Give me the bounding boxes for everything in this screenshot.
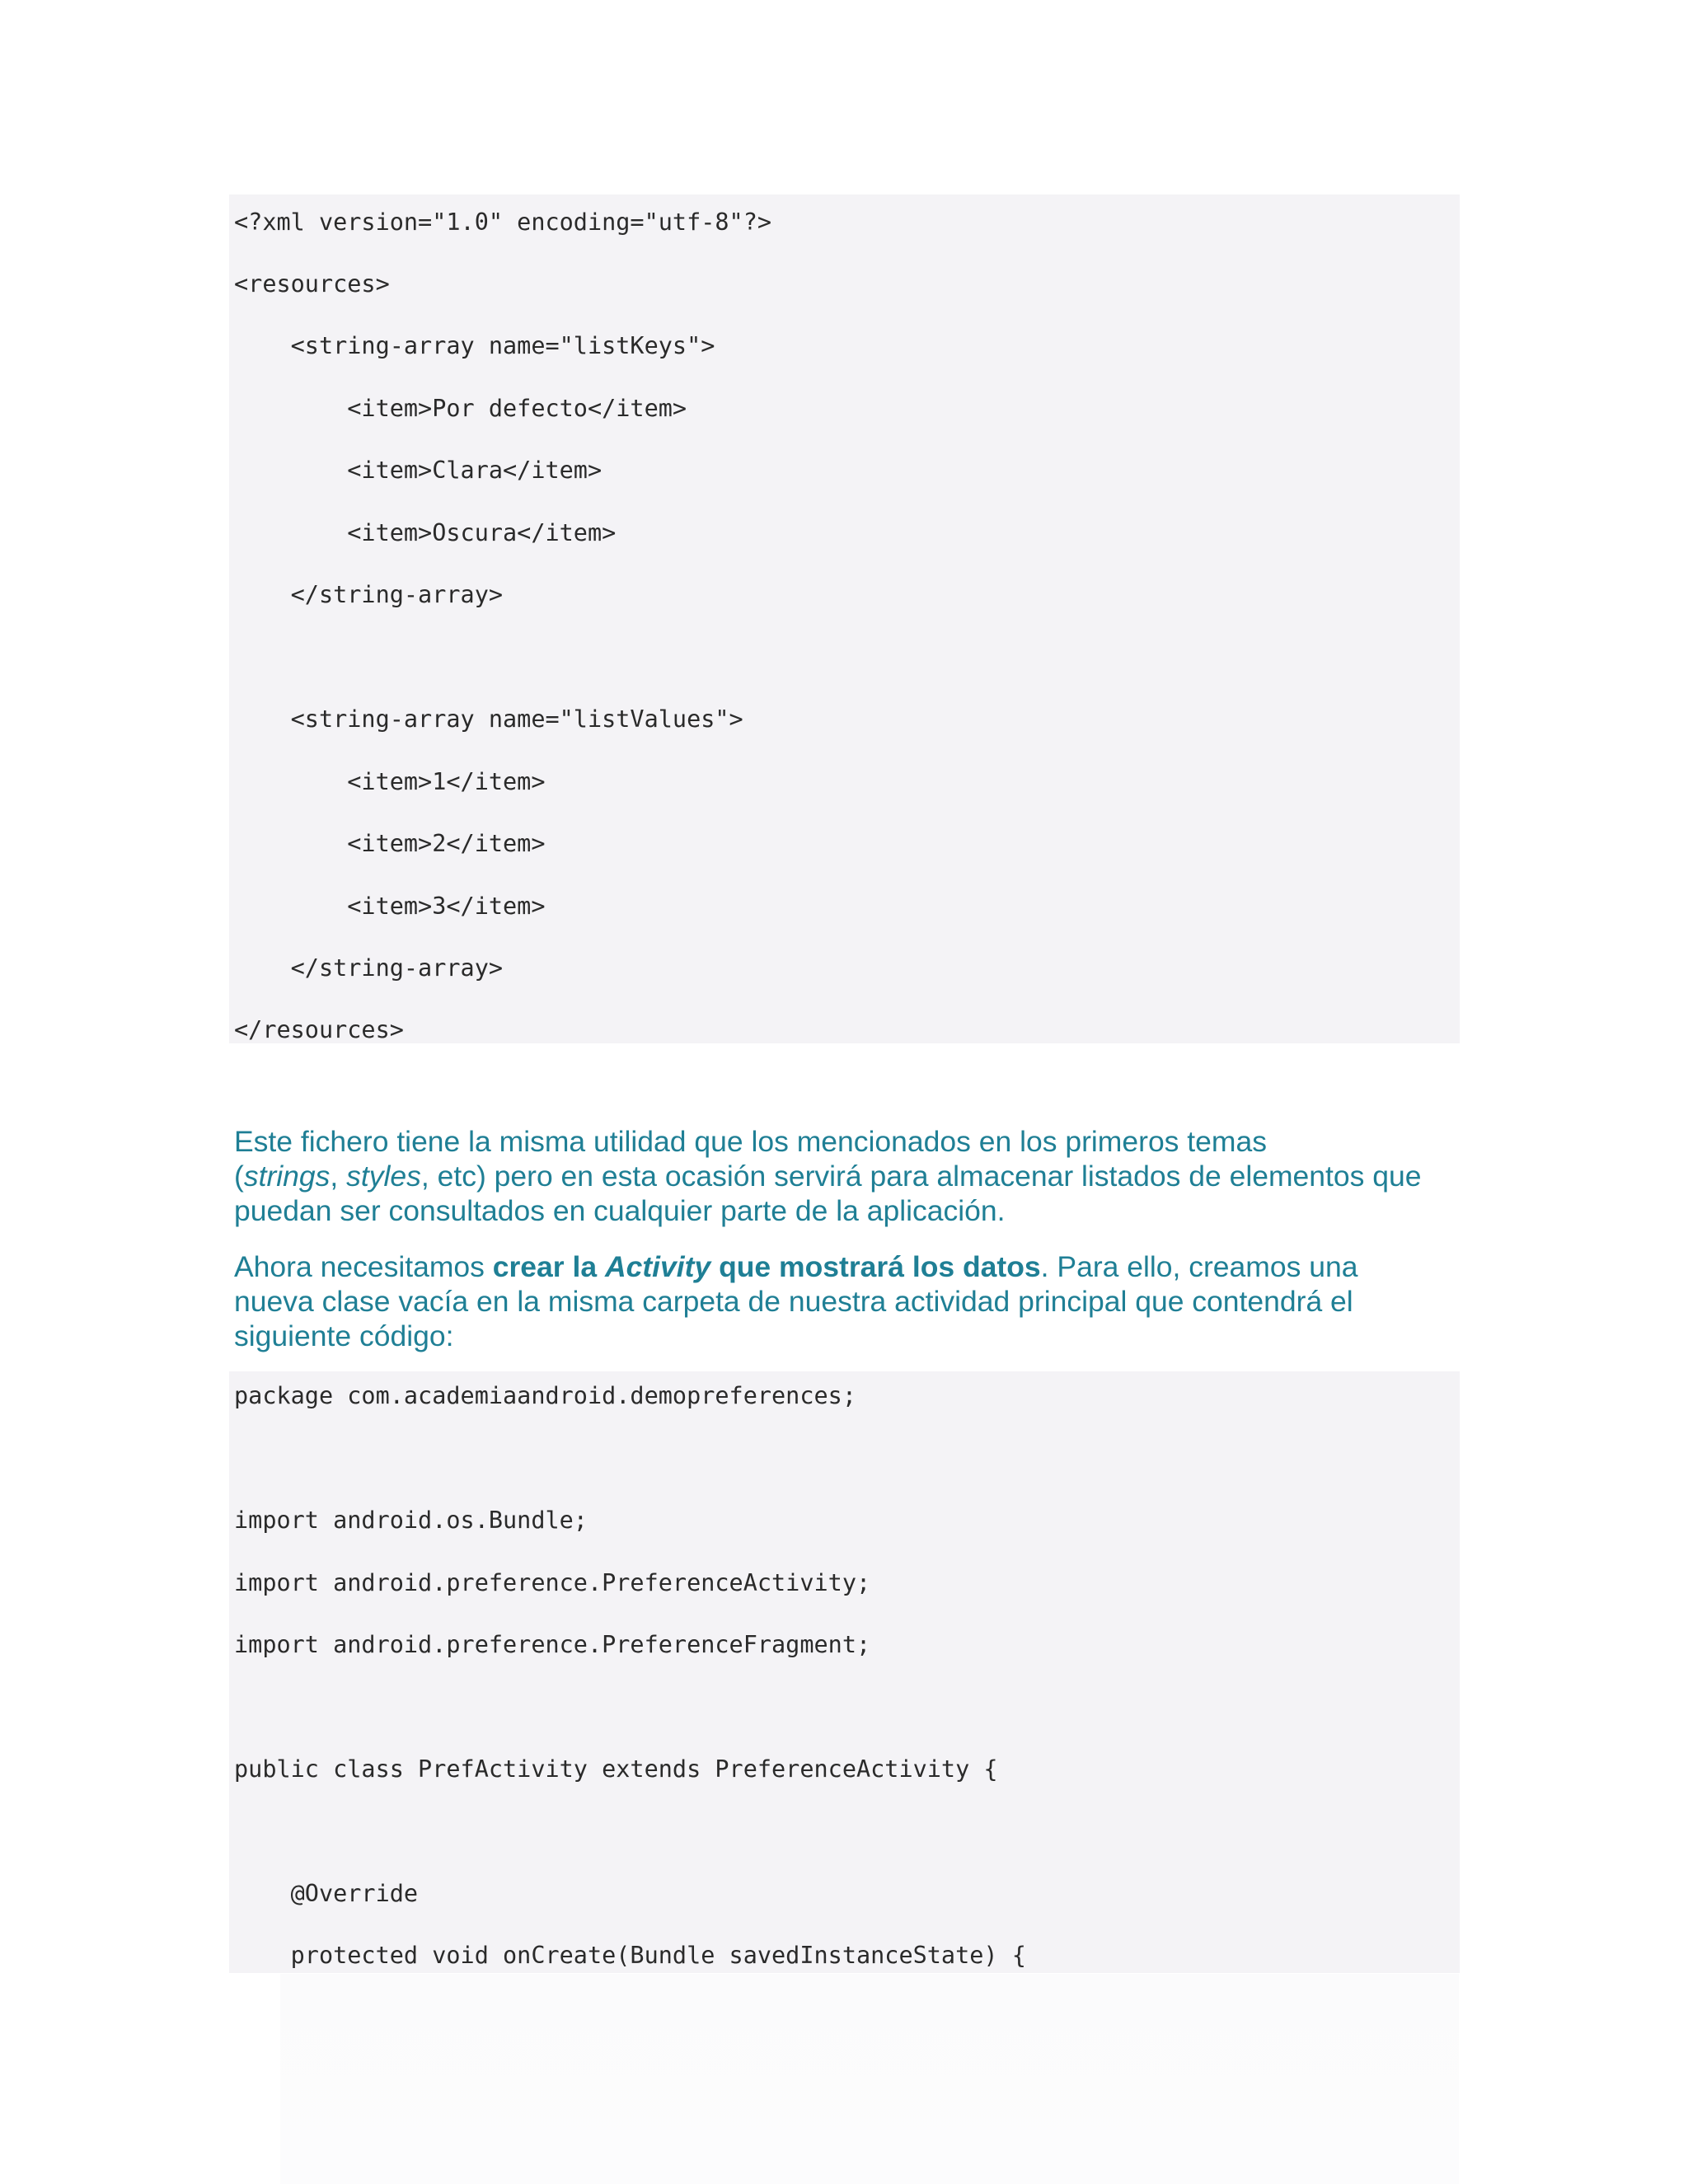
comma: , (330, 1160, 347, 1193)
page-bottom-shade (280, 1974, 1459, 2184)
styles-term: styles (346, 1160, 421, 1193)
code-line: <item>1</item> (234, 768, 546, 795)
code-line: <item>2</item> (234, 830, 546, 857)
instruction-paragraph (234, 1249, 1462, 1357)
xml-code-block (229, 194, 1460, 1043)
code-line: <item>Clara</item> (234, 457, 603, 484)
code-line: <string-array name="listValues"> (234, 705, 743, 733)
code-line: import android.os.Bundle; (234, 1507, 588, 1534)
code-line: <?xml version="1.0" encoding="utf-8"?> (234, 209, 772, 236)
paragraph-line: siguiente código: (234, 1319, 454, 1352)
paragraph-line: nueva clase vacía en la misma carpeta de nuestra actividad principal que contendrá el (234, 1285, 1353, 1318)
activity-term: Activity (604, 1250, 711, 1283)
code-line: package com.academiaandroid.demopreferences; (234, 1382, 856, 1409)
paragraph-line: Este fichero tiene la misma utilidad que los mencionados en los primeros temas (234, 1125, 1267, 1158)
code-line: </string-array> (234, 954, 504, 982)
paragraph-line (234, 1249, 1357, 1284)
paren-open: ( (234, 1160, 244, 1193)
paragraph-text: Ahora necesitamos (234, 1250, 493, 1283)
paragraph-text: . Para ello, creamos una (1040, 1250, 1358, 1283)
java-code-block (229, 1371, 1460, 1973)
emphasis-text: que mostrará los datos (710, 1250, 1041, 1283)
paragraph-line: puedan ser consultados en cualquier parte de la aplicación. (234, 1194, 1006, 1227)
description-paragraph (234, 1124, 1462, 1231)
strings-term: strings (243, 1160, 331, 1193)
paragraph-text: , etc) pero en esta ocasión servirá para almacenar listados de elementos que (420, 1160, 1422, 1193)
code-line: <item>3</item> (234, 893, 546, 920)
code-line: <item>Oscura</item> (234, 519, 617, 546)
code-line: </string-array> (234, 581, 504, 608)
code-line: protected void onCreate(Bundle savedInstanceState) { (234, 1942, 1026, 1969)
code-line: import android.preference.PreferenceActivity; (234, 1569, 871, 1596)
emphasis-text: crear la (492, 1250, 605, 1283)
code-line: </resources> (234, 1016, 404, 1043)
code-line: <item>Por defecto</item> (234, 395, 687, 422)
code-line: import android.preference.PreferenceFragment; (234, 1631, 871, 1658)
code-line: @Override (234, 1880, 419, 1907)
code-line: <string-array name="listKeys"> (234, 332, 715, 359)
code-line: <resources> (234, 270, 390, 298)
paragraph-line (234, 1159, 1421, 1193)
code-line: public class PrefActivity extends PreferenceActivity { (234, 1755, 998, 1783)
